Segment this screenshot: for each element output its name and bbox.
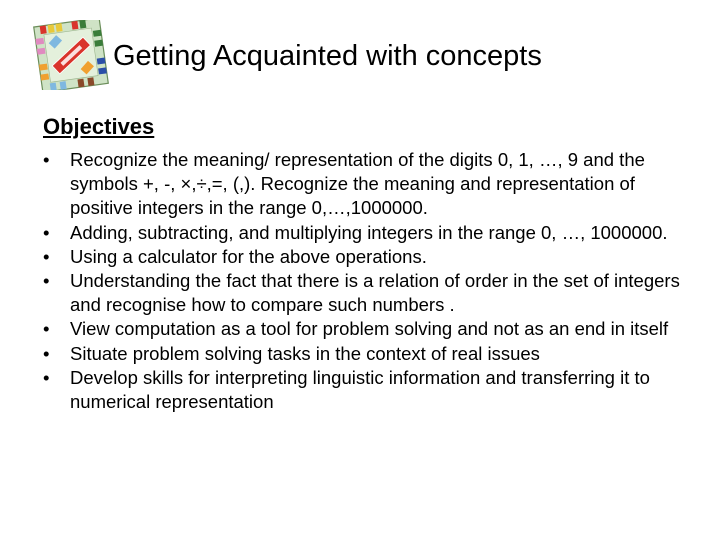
list-item-text: Understanding the fact that there is a relation of order in the set of integers and recognise how to compare such numbers . [70,270,680,316]
section-heading: Objectives [43,114,155,139]
list-item [43,148,693,221]
page-title: Getting Acquainted with concepts [113,40,542,72]
bullet-icon: • [43,149,50,170]
list-item [43,221,693,245]
list-item [43,342,693,366]
list-item-text: Develop skills for interpreting linguistic information and transferring it to numerical representation [70,366,650,413]
list-item [43,317,693,341]
bullet-icon: • [43,221,50,243]
list-item [43,366,693,414]
list-item-text: Situate problem solving tasks in the context of real issues [70,342,540,364]
list-item-text: View computation as a tool for problem solving and not as an end in itself [70,318,669,340]
monopoly-board-icon [30,20,114,90]
bullet-icon: • [43,318,50,340]
objectives-list [43,148,693,414]
monopoly-board-graphic [30,20,114,90]
bullet-icon: • [43,270,50,292]
bullet-icon: • [43,342,50,364]
list-item-text: Using a calculator for the above operations. [70,245,427,267]
list-item [43,245,693,269]
list-item-text: Adding, subtracting, and multiplying integers in the range 0, …, 1000000. [70,221,668,243]
bullet-icon: • [43,366,50,388]
list-item [43,269,693,317]
list-item-text: Recognize the meaning/ representation of the digits 0, 1, …, 9 and the symbols +, -, ×,÷,=, (,). Recognize the meaning and representation of positive integers in the range 0,…,1000000. [70,149,645,219]
bullet-icon: • [43,245,50,267]
